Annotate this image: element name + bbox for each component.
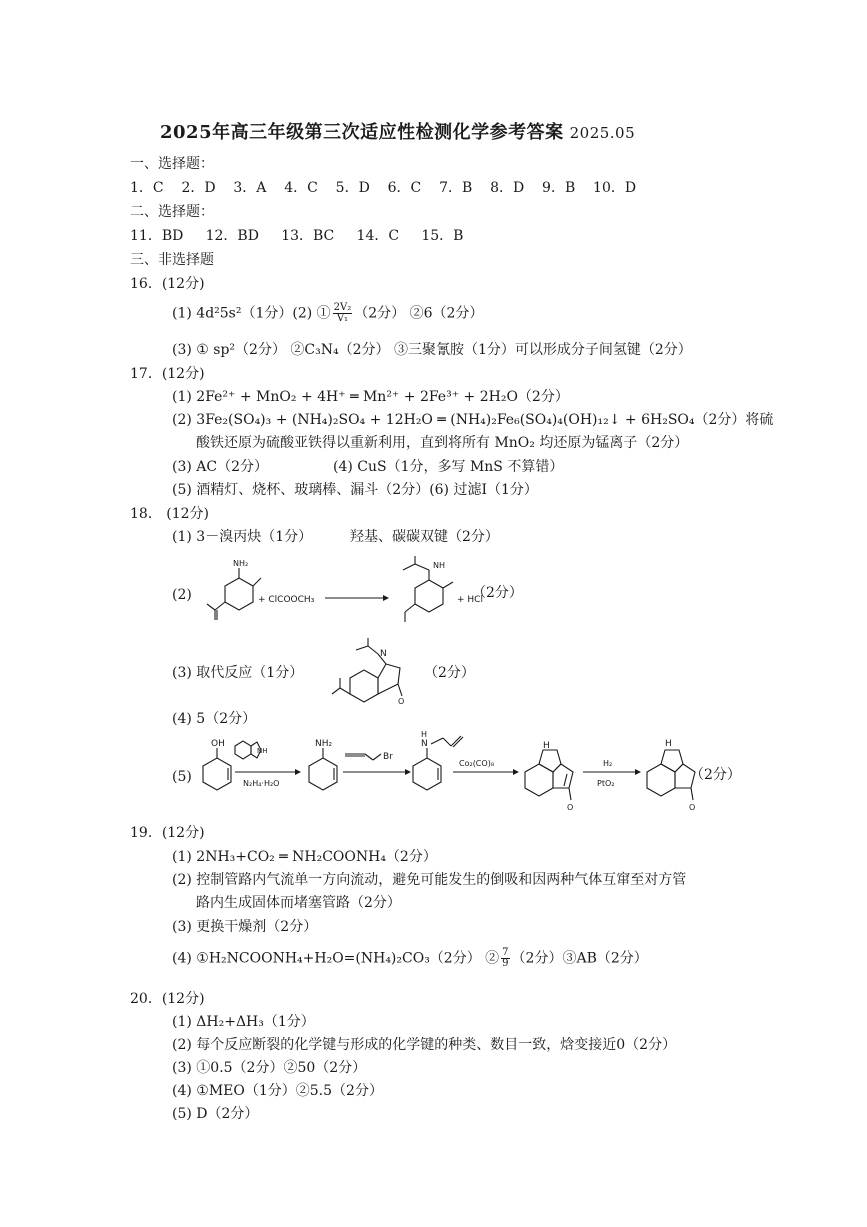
q19-line5 xyxy=(172,948,648,969)
oh-label: OH xyxy=(211,739,225,749)
q17-line2: (2) 3Fe₂(SO₄)₃ + (NH₄)₂SO₄ + 12H₂O ═ (NH₄)₂Fe₆(SO₄)₄(OH)₁₂↓ + 6H₂SO₄（2分）将硫 xyxy=(172,412,774,428)
q16-fraction xyxy=(333,303,353,324)
phthalimide-reagent xyxy=(235,741,268,759)
q18-line1a: (1) 3－溴丙炔（1分） xyxy=(172,529,313,545)
answer-3: 3．A xyxy=(233,180,267,196)
q16-frac-den: V₁ xyxy=(336,313,349,324)
propargylamine-structure xyxy=(413,730,463,790)
q19-fraction xyxy=(501,948,509,969)
section1-answers xyxy=(130,179,636,197)
document-title xyxy=(160,118,635,144)
section3-heading: 三、非选择题 xyxy=(130,252,214,268)
q20-line5: (5) D（2分） xyxy=(172,1106,259,1122)
q16-line2: (3) ① sp²（2分） ②C₃N₄（2分） ③三聚氰胺（1分）可以形成分子间氢键（2分） xyxy=(172,342,692,358)
phthalimide-nh-label: NH xyxy=(257,747,268,755)
q18-reaction2-scheme xyxy=(195,556,515,626)
q16-frac-num: 2V₂ xyxy=(333,302,352,313)
q18-line3b: （2分） xyxy=(424,665,475,681)
section1-heading: 一、选择题： xyxy=(130,156,214,172)
answer-7: 7．B xyxy=(439,180,473,196)
reagent-hydrazine: N₂H₄·H₂O xyxy=(243,779,280,788)
amine-nh2-label: NH₂ xyxy=(233,559,249,568)
q19-frac-den: 9 xyxy=(502,958,509,969)
answer-15: 15．B xyxy=(421,228,464,244)
carbamate-nh-label: NH xyxy=(433,561,445,570)
product-carbamate-structure xyxy=(403,556,453,622)
answer-4: 4．C xyxy=(284,180,318,196)
q20-line2: (2) 每个反应断裂的化学键与形成的化学键的种类、数目一致，焓变接近0（2分） xyxy=(172,1037,677,1053)
answer-2: 2．D xyxy=(181,180,216,196)
answer-10: 10．D xyxy=(593,180,637,196)
q18-part5-label: (5) xyxy=(172,769,192,785)
q18-part5-score: （2分） xyxy=(690,767,741,783)
reagent-platinum-oxide: PtO₂ xyxy=(597,779,615,788)
q16-line1-b: （2分） ②6（2分） xyxy=(354,305,484,322)
title-text: 2025年高三年级第三次适应性检测化学参考答案 xyxy=(160,122,564,143)
q18-part2-score: （2分） xyxy=(472,585,523,601)
title-date: 2025.05 xyxy=(569,124,636,142)
reagent-hydrogen: H₂ xyxy=(603,759,613,768)
amine-h-label: H xyxy=(421,730,428,739)
part3-n-label: N xyxy=(380,649,387,659)
answer-9: 9．B xyxy=(542,180,576,196)
q19-line4: (3) 更换干燥剂（2分） xyxy=(172,919,318,935)
final-o-label: O xyxy=(689,803,696,812)
pauson-khand-product-structure xyxy=(525,741,573,812)
nh2-label: NH₂ xyxy=(315,739,333,749)
q18-line3a: (3) 取代反应（1分） xyxy=(172,665,304,681)
answer-1: 1．C xyxy=(130,180,164,196)
q18-synthesis-route xyxy=(195,732,735,822)
propargyl-bromide-reagent xyxy=(345,752,393,762)
answer-6: 6．C xyxy=(387,180,422,196)
answer-14: 14．C xyxy=(356,228,400,244)
reagent-cobalt-carbonyl: Co₂(CO)₈ xyxy=(459,759,495,768)
product-o-label: O xyxy=(567,803,574,812)
section2-answers xyxy=(130,227,463,245)
answer-11: 11．BD xyxy=(130,228,184,244)
q19-line2: (2) 控制管路内气流单一方向流动，避免可能发生的倒吸和因两种气体互窜至对方管 xyxy=(172,872,687,888)
answer-8: 8．D xyxy=(490,180,525,196)
answer-13: 13．BC xyxy=(281,228,335,244)
q17-line4b: (4) CuS（1分，多写 MnS 不算错） xyxy=(333,459,564,475)
product-nh-label: H xyxy=(543,741,550,751)
q19-line5-a: (4) ①H₂NCOONH₄+H₂O=(NH₄)₂CO₃（2分） ② xyxy=(172,950,500,967)
q20-line1: (1) ΔH₂+ΔH₃（1分） xyxy=(172,1014,315,1030)
q18-part2-label: (2) xyxy=(172,587,192,603)
q18-heading: 18． (12分) xyxy=(130,506,210,522)
answer-12: 12．BD xyxy=(205,228,259,244)
bromide-label: Br xyxy=(383,752,393,762)
q19-frac-num: 7 xyxy=(502,947,509,958)
answer-5: 5．D xyxy=(335,180,370,196)
q18-part3-structure xyxy=(330,638,420,706)
q17-line5: (5) 酒精灯、烧杯、玻璃棒、漏斗（2分）(6) 过滤Ⅰ（1分） xyxy=(172,482,538,498)
q18-line1b: 羟基、碳碳双键（2分） xyxy=(350,529,499,545)
q19-line1: (1) 2NH₃+CO₂ ═ NH₂COONH₄（2分） xyxy=(172,849,437,865)
section2-heading: 二、选择题： xyxy=(130,204,214,220)
part3-o-label: O xyxy=(398,697,405,706)
q20-heading: 20．(12分) xyxy=(130,991,205,1007)
byproduct-hcl: + HCl xyxy=(457,595,483,605)
reagent-clcooch3: + ClCOOCH₃ xyxy=(258,595,315,605)
q16-line1 xyxy=(172,303,483,324)
cyclohexenylamine-structure xyxy=(309,739,337,790)
q16-heading: 16．(12分) xyxy=(130,276,205,292)
q17-line3: 酸铁还原为硫酸亚铁得以重新利用，直到将所有 MnO₂ 均还原为锰离子（2分） xyxy=(196,435,689,451)
q18-line4: (4) 5（2分） xyxy=(172,711,257,727)
cyclohexenol-structure xyxy=(203,739,231,790)
amine-n-label: N xyxy=(421,739,428,749)
q17-line4a: (3) AC（2分） xyxy=(172,459,269,475)
final-product-structure xyxy=(647,739,695,812)
q19-line3: 路内生成固体而堵塞管路（2分） xyxy=(196,895,401,911)
q17-heading: 17．(12分) xyxy=(130,366,205,382)
q19-line5-b: （2分）③AB（2分） xyxy=(511,950,648,967)
reactant-amine-structure xyxy=(207,559,261,620)
q17-line1: (1) 2Fe²⁺ + MnO₂ + 4H⁺ ═ Mn²⁺ + 2Fe³⁺ + 2H₂O（2分） xyxy=(172,389,569,405)
q20-line3: (3) ①0.5（2分）②50（2分） xyxy=(172,1060,367,1076)
q20-line4: (4) ①MEO（1分）②5.5（2分） xyxy=(172,1083,383,1099)
q16-line1-a: (1) 4d²5s²（1分）(2) ① xyxy=(172,305,331,322)
final-nh-label: H xyxy=(665,739,672,749)
q19-heading: 19．(12分) xyxy=(130,825,205,841)
